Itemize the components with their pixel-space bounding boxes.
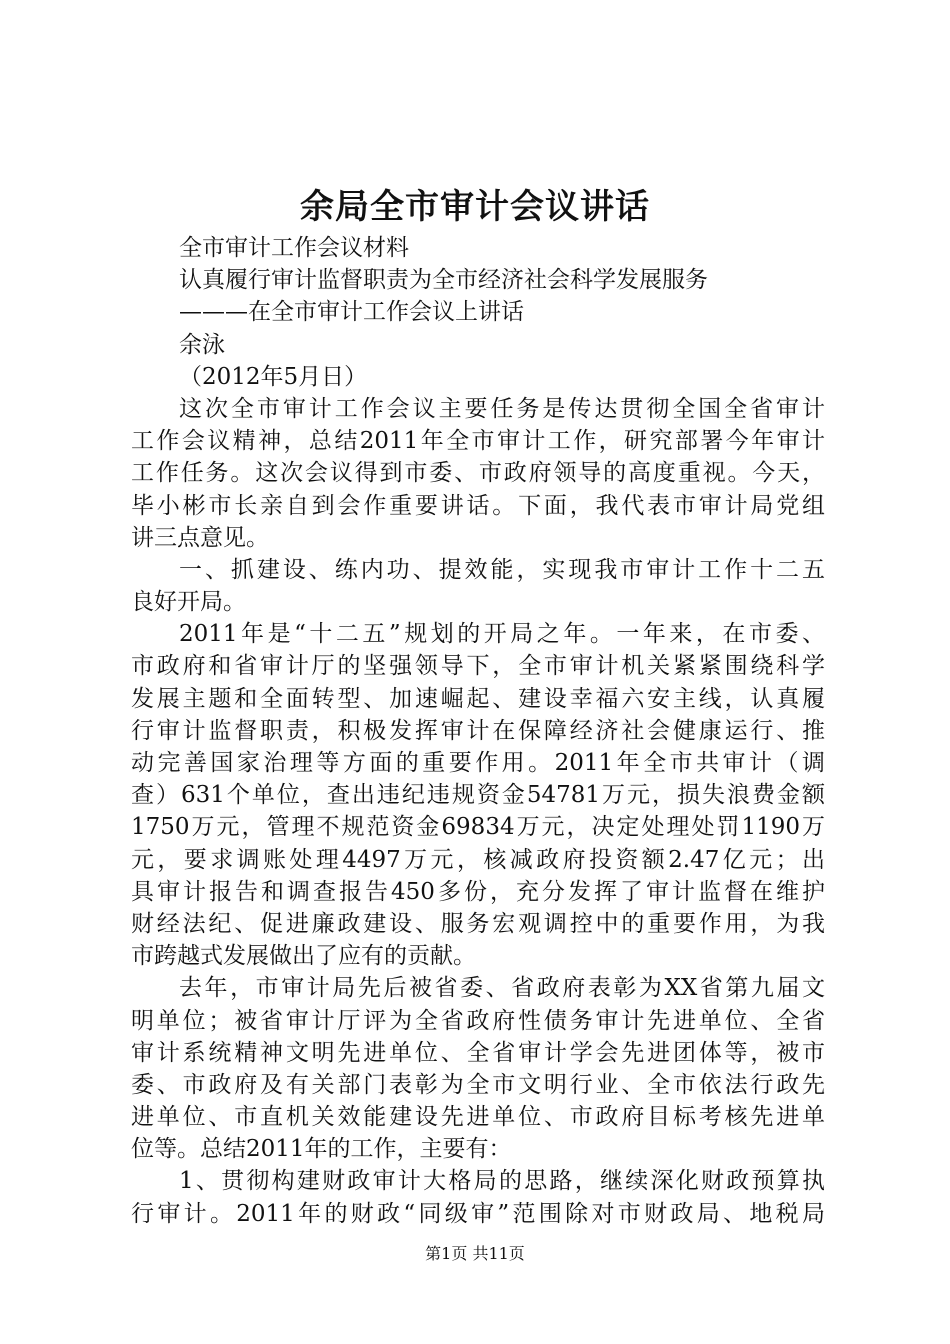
body-line: （2012年5月日）: [179, 363, 368, 390]
body-line: 1、贯彻构建财政审计大格局的思路，继续深化财政预算执: [179, 1168, 825, 1195]
body-line: 工作任务。这次会议得到市委、市政府领导的高度重视。今天，: [131, 460, 825, 487]
body-line: 委、市政府及有关部门表彰为全市文明行业、全市依法行政先: [131, 1071, 825, 1098]
body-line: 良好开局。: [131, 589, 246, 616]
body-line: 财经法纪、促进廉政建设、服务宏观调控中的重要作用，为我: [131, 910, 825, 937]
body-line: 进单位、市直机关效能建设先进单位、市政府目标考核先进单: [131, 1104, 825, 1131]
page-footer: 第1页 共11页: [425, 1244, 525, 1263]
body-line: 动完善国家治理等方面的重要作用。2011年全市共审计（调: [131, 750, 825, 776]
body-line: 市跨越式发展做出了应有的贡献。: [131, 943, 476, 970]
body-line: 去年，市审计局先后被省委、省政府表彰为XX省第九届文: [179, 975, 825, 1002]
body-line: 行审计监督职责，积极发挥审计在保障经济社会健康运行、推: [131, 717, 825, 744]
body-line: 1750万元，管理不规范资金69834万元，决定处理处罚1190万: [131, 814, 825, 841]
body-line: 位等。总结2011年的工作，主要有：: [131, 1136, 512, 1163]
body-line: 工作会议精神，总结2011年全市审计工作，研究部署今年审计: [131, 428, 825, 455]
body-line: 认真履行审计监督职责为全市经济社会科学发展服务: [179, 267, 708, 294]
body-line: 市政府和省审计厅的坚强领导下，全市审计机关紧紧围绕科学: [131, 653, 825, 680]
document-title: 余局全市审计会议讲话: [300, 187, 650, 227]
body-line: 元，要求调账处理4497万元，核减政府投资额2.47亿元；出: [131, 846, 825, 873]
body-line: 余泳: [179, 331, 225, 358]
body-line: 查）631个单位，查出违纪违规资金54781万元，损失浪费金额: [131, 782, 825, 809]
body-line: 发展主题和全面转型、加速崛起、建设幸福六安主线，认真履: [131, 685, 825, 712]
body-line: 这次全市审计工作会议主要任务是传达贯彻全国全省审计: [179, 395, 825, 422]
body-line: 审计系统精神文明先进单位、全省审计学会先进团体等，被市: [131, 1039, 825, 1066]
body-line: 明单位；被省审计厅评为全省政府性债务审计先进单位、全省: [131, 1007, 825, 1034]
body-line: 讲三点意见。: [131, 524, 269, 551]
document-body: [131, 232, 825, 1230]
body-line: 具审计报告和调查报告450多份，充分发挥了审计监督在维护: [131, 878, 825, 905]
body-line: 2011年是“十二五”规划的开局之年。一年来，在市委、: [179, 621, 825, 648]
body-line: ———在全市审计工作会议上讲话: [179, 299, 524, 326]
body-line: 全市审计工作会议材料: [179, 235, 409, 261]
body-line: 行审计。2011年的财政“同级审”范围除对市财政局、地税局: [131, 1200, 825, 1227]
body-line: 毕小彬市长亲自到会作重要讲话。下面，我代表市审计局党组: [131, 492, 825, 519]
body-line: 一、抓建设、练内功、提效能，实现我市审计工作十二五: [179, 556, 825, 583]
